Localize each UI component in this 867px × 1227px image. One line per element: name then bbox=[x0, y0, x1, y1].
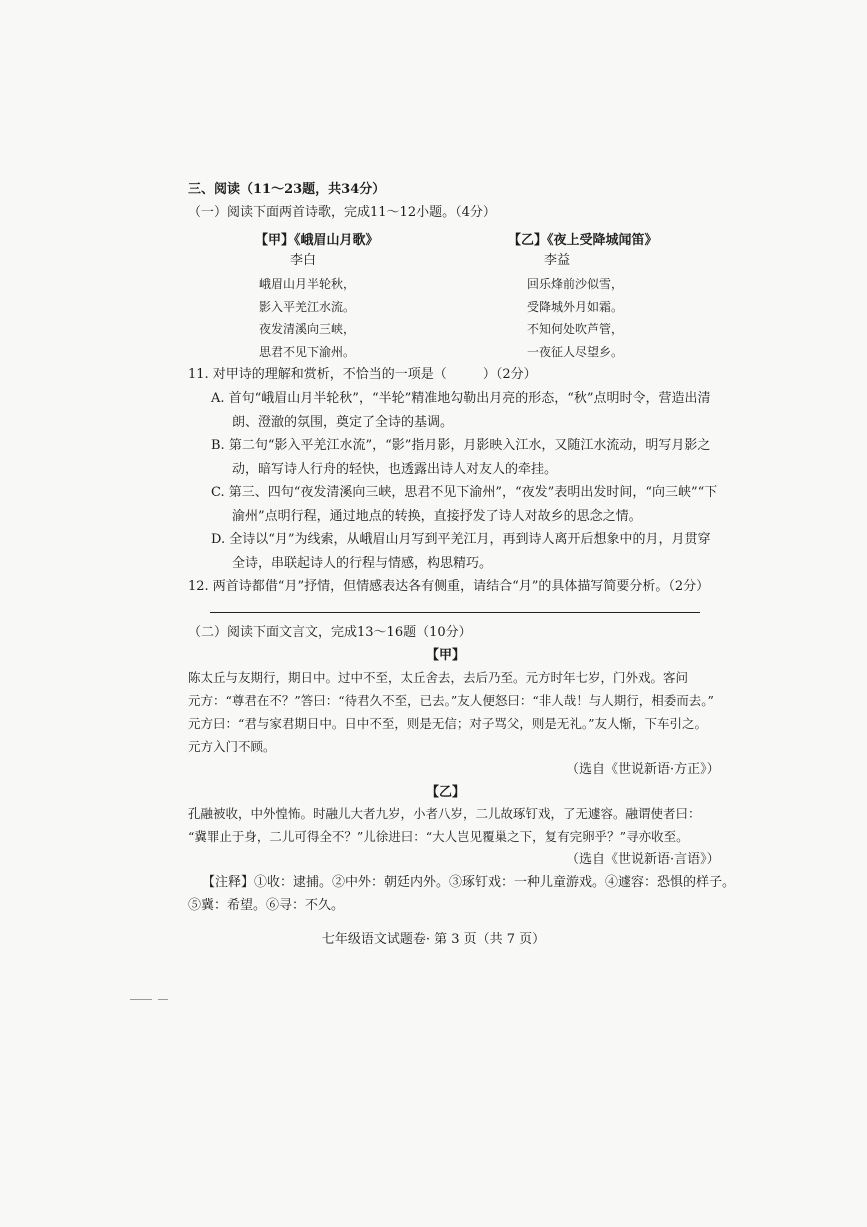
section-heading: 三、阅读（11～23题，共34分） bbox=[188, 182, 386, 197]
q11-stem: 11. 对甲诗的理解和赏析，不恰当的一项是（ ）（2分） bbox=[188, 367, 537, 382]
text-jia-line: 元方：“尊君在不？”答曰：“待君久不至，已去。”友人便怒曰：“非人哉！与人期行，相委而去。” bbox=[188, 693, 714, 708]
poem-line: 思君不见下渝州。 bbox=[259, 344, 356, 359]
text-yi-label: 【乙】 bbox=[426, 785, 466, 800]
q11-option-b: B. 第二句“影入平羌江水流”，“影”指月影，月影映入江水，又随江水流动，明写月影之 bbox=[211, 438, 711, 453]
q11-option-c-cont: 渝州”点明行程，通过地点的转换，直接抒发了诗人对故乡的思念之情。 bbox=[232, 509, 642, 524]
poem-line: 影入平羌江水流。 bbox=[259, 299, 356, 314]
poem-line: 不知何处吹芦管， bbox=[527, 322, 624, 336]
part1-intro: （一）阅读下面两首诗歌，完成11～12小题。（4分） bbox=[188, 205, 496, 220]
page-footer: 七年级语文试题卷· 第 3 页（共 7 页） bbox=[321, 932, 546, 947]
text-jia-line: 陈太丘与友期行，期日中。过中不至，太丘舍去，去后乃至。元方时年七岁，门外戏。客问 bbox=[188, 670, 689, 685]
poem-line: 一夜征人尽望乡。 bbox=[527, 344, 624, 359]
q11-option-d: D. 全诗以“月”为线索，从峨眉山月写到平羌江月，再到诗人离开后想象中的月，月贯穿 bbox=[211, 532, 711, 547]
text-jia-line: 元方入门不顾。 bbox=[188, 739, 276, 754]
poem-jia-title: 【甲】《峨眉山月歌》 bbox=[255, 233, 379, 248]
poem-yi-author: 李益 bbox=[544, 253, 571, 268]
poem-jia-body bbox=[259, 273, 355, 363]
notes-line: ⑤冀：希望。⑥寻：不久。 bbox=[188, 898, 345, 913]
poem-line: 夜发清溪向三峡， bbox=[259, 322, 356, 336]
text-jia-label: 【甲】 bbox=[426, 648, 466, 663]
q11-option-d-cont: 全诗，串联起诗人的行程与情感，构思精巧。 bbox=[232, 556, 493, 571]
notes-line: 【注释】①收：逮捕。②中外：朝廷内外。③琢钉戏：一种儿童游戏。④遽容：恐惧的样子。 bbox=[202, 875, 736, 890]
text-yi-line: “冀罪止于身，二儿可得全不？”儿徐进曰：“大人岂见覆巢之下，复有完卵乎？”寻亦收至。 bbox=[188, 829, 689, 844]
scan-artifact bbox=[158, 999, 168, 1000]
answer-line[interactable] bbox=[210, 612, 700, 613]
q12-stem: 12. 两首诗都借“月”抒情，但情感表达各有侧重，请结合“月”的具体描写简要分析。（2分） bbox=[188, 579, 710, 594]
q11-option-b-cont: 动，暗写诗人行舟的轻快，也透露出诗人对友人的牵挂。 bbox=[232, 462, 558, 477]
q11-option-c: C. 第三、四句“夜发清溪向三峡，思君不见下渝州”，“夜发”表明出发时间，“向三峡”“下 bbox=[211, 485, 718, 500]
text-yi-source: （选自《世说新语·言语》） bbox=[566, 852, 720, 867]
poem-line: 受降城外月如霜。 bbox=[527, 299, 624, 314]
q11-option-a: A. 首句“峨眉山月半轮秋”，“半轮”精准地勾勒出月亮的形态，“秋”点明时令，营造出清 bbox=[211, 391, 711, 406]
poem-jia-author: 李白 bbox=[290, 253, 317, 268]
text-jia-line: 元方曰：“君与家君期日中。日中不至，则是无信；对子骂父，则是无礼。”友人惭，下车引之。 bbox=[188, 716, 708, 731]
text-jia-source: （选自《世说新语·方正》） bbox=[566, 762, 720, 777]
q11-option-a-cont: 朗、澄澈的氛围，奠定了全诗的基调。 bbox=[232, 415, 454, 430]
scan-artifact bbox=[130, 999, 152, 1000]
poem-line: 峨眉山月半轮秋， bbox=[259, 277, 356, 291]
poem-line: 回乐烽前沙似雪， bbox=[527, 277, 624, 291]
text-yi-line: 孔融被收，中外惶怖。时融儿大者九岁，小者八岁，二儿故琢钉戏，了无遽容。融谓使者曰： bbox=[188, 806, 701, 821]
part2-intro: （二）阅读下面文言文，完成13～16题（10分） bbox=[188, 625, 472, 640]
poem-yi-body bbox=[527, 273, 623, 363]
poem-yi-title: 【乙】《夜上受降城闻笛》 bbox=[508, 233, 658, 248]
